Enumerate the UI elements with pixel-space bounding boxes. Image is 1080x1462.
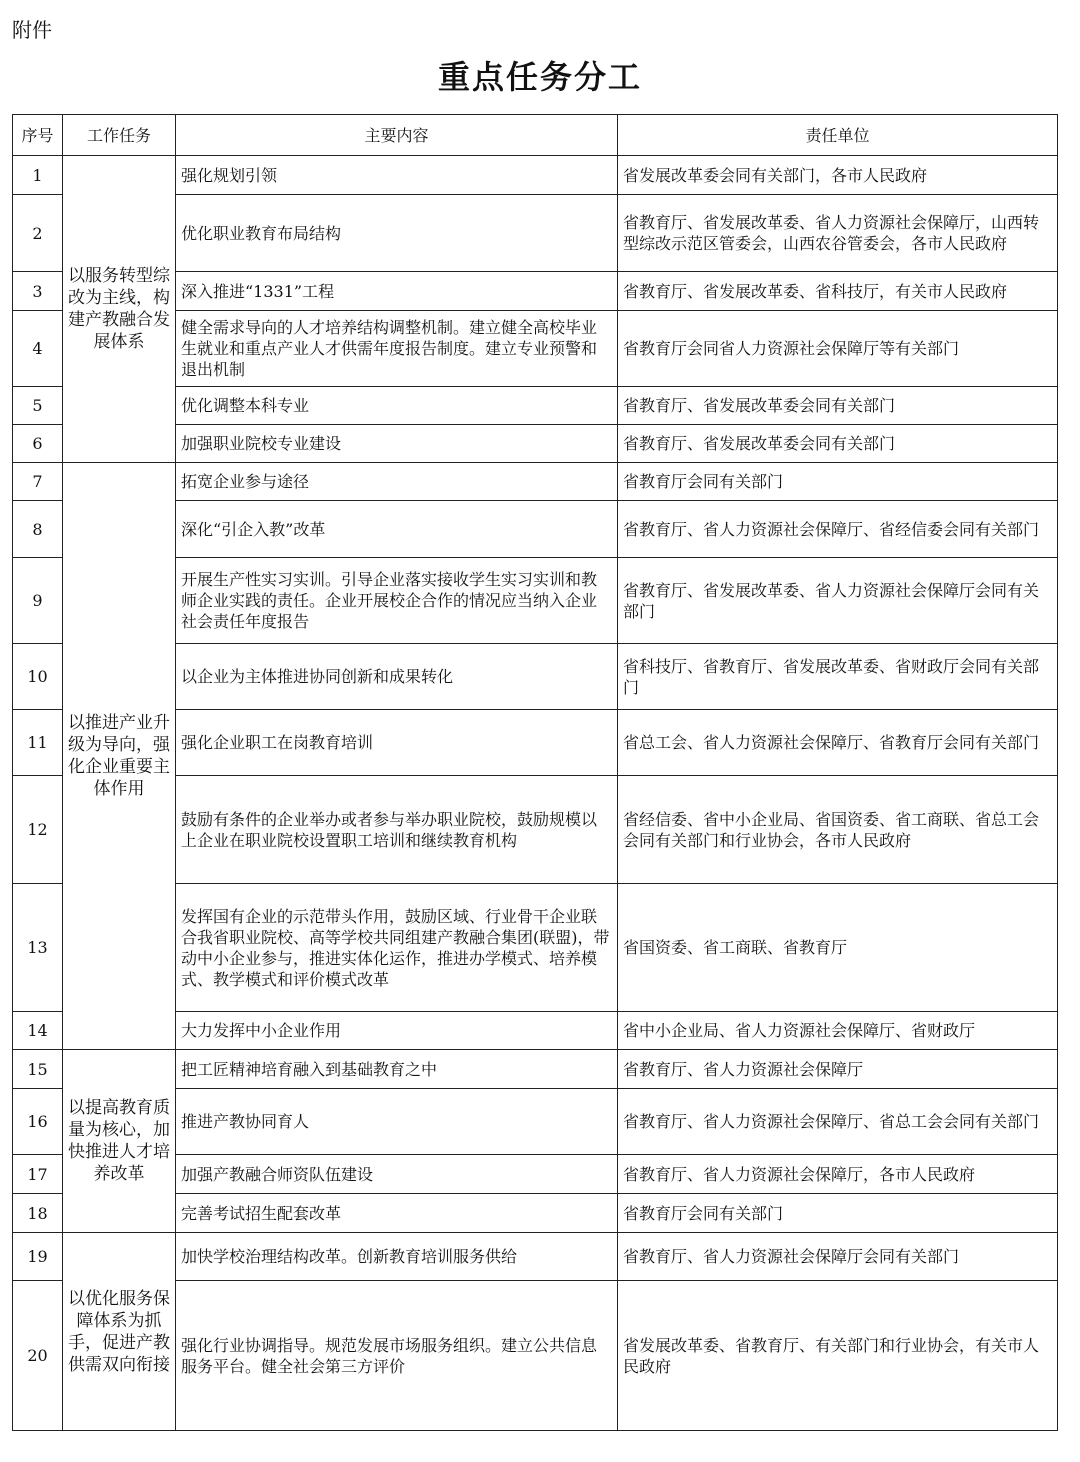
row-unit: 省发展改革委会同有关部门，各市人民政府 [618, 156, 1058, 195]
row-unit: 省教育厅、省发展改革委会同有关部门 [618, 387, 1058, 425]
column-header-content: 主要内容 [176, 115, 618, 156]
row-content: 优化职业教育布局结构 [176, 195, 618, 272]
table-row [13, 1233, 1058, 1281]
row-content: 强化行业协调指导。规范发展市场服务组织。建立公共信息服务平台。健全社会第三方评价 [176, 1281, 618, 1431]
row-unit: 省教育厅、省人力资源社会保障厅 [618, 1050, 1058, 1089]
row-number: 11 [13, 710, 63, 776]
row-number: 17 [13, 1155, 63, 1194]
row-number: 4 [13, 311, 63, 387]
row-content: 强化规划引领 [176, 156, 618, 195]
table-row [13, 156, 1058, 195]
column-header-unit: 责任单位 [618, 115, 1058, 156]
row-number: 20 [13, 1281, 63, 1431]
row-unit: 省教育厅、省发展改革委、省人力资源社会保障厅，山西转型综改示范区管委会，山西农谷管委会，各市人民政府 [618, 195, 1058, 272]
row-number: 12 [13, 776, 63, 884]
row-unit: 省中小企业局、省人力资源社会保障厅、省财政厅 [618, 1012, 1058, 1050]
row-number: 15 [13, 1050, 63, 1089]
row-unit: 省教育厅、省发展改革委、省人力资源社会保障厅会同有关部门 [618, 558, 1058, 644]
column-header-number: 序号 [13, 115, 63, 156]
row-unit: 省国资委、省工商联、省教育厅 [618, 884, 1058, 1012]
row-unit: 省教育厅、省人力资源社会保障厅、省经信委会同有关部门 [618, 501, 1058, 558]
table-header-row [13, 115, 1058, 156]
row-content: 把工匠精神培育融入到基础教育之中 [176, 1050, 618, 1089]
task-table [12, 114, 1058, 1431]
row-number: 7 [13, 463, 63, 501]
row-number: 10 [13, 644, 63, 710]
row-number: 5 [13, 387, 63, 425]
row-number: 8 [13, 501, 63, 558]
row-number: 6 [13, 425, 63, 463]
row-content: 优化调整本科专业 [176, 387, 618, 425]
row-content: 加强职业院校专业建设 [176, 425, 618, 463]
row-content: 健全需求导向的人才培养结构调整机制。建立健全高校毕业生就业和重点产业人才供需年度报告制度。建立专业预警和退出机制 [176, 311, 618, 387]
row-number: 9 [13, 558, 63, 644]
row-unit: 省教育厅、省人力资源社会保障厅，各市人民政府 [618, 1155, 1058, 1194]
row-content: 加强产教融合师资队伍建设 [176, 1155, 618, 1194]
row-number: 16 [13, 1089, 63, 1155]
row-unit: 省教育厅会同有关部门 [618, 1194, 1058, 1233]
row-content: 拓宽企业参与途径 [176, 463, 618, 501]
task-category: 以提高教育质量为核心，加快推进人才培养改革 [63, 1050, 176, 1233]
row-unit: 省教育厅、省人力资源社会保障厅、省总工会会同有关部门 [618, 1089, 1058, 1155]
row-content: 强化企业职工在岗教育培训 [176, 710, 618, 776]
row-unit: 省教育厅、省发展改革委会同有关部门 [618, 425, 1058, 463]
row-content: 加快学校治理结构改革。创新教育培训服务供给 [176, 1233, 618, 1281]
row-content: 大力发挥中小企业作用 [176, 1012, 618, 1050]
row-content: 推进产教协同育人 [176, 1089, 618, 1155]
row-content: 鼓励有条件的企业举办或者参与举办职业院校，鼓励规模以上企业在职业院校设置职工培训和继续教育机构 [176, 776, 618, 884]
row-unit: 省教育厅会同省人力资源社会保障厅等有关部门 [618, 311, 1058, 387]
row-number: 3 [13, 272, 63, 311]
row-content: 以企业为主体推进协同创新和成果转化 [176, 644, 618, 710]
row-unit: 省教育厅、省人力资源社会保障厅会同有关部门 [618, 1233, 1058, 1281]
attachment-label: 附件 [12, 18, 52, 42]
row-unit: 省教育厅会同有关部门 [618, 463, 1058, 501]
row-number: 2 [13, 195, 63, 272]
page-title: 重点任务分工 [437, 58, 642, 96]
task-category: 以服务转型综改为主线，构建产教融合发展体系 [63, 156, 176, 463]
row-number: 13 [13, 884, 63, 1012]
row-unit: 省科技厅、省教育厅、省发展改革委、省财政厅会同有关部门 [618, 644, 1058, 710]
row-unit: 省经信委、省中小企业局、省国资委、省工商联、省总工会会同有关部门和行业协会，各市人民政府 [618, 776, 1058, 884]
row-content: 发挥国有企业的示范带头作用，鼓励区域、行业骨干企业联合我省职业院校、高等学校共同组建产教融合集团(联盟)，带动中小企业参与，推进实体化运作，推进办学模式、培养模式、教学模式和评价模式改革 [176, 884, 618, 1012]
task-category: 以优化服务保障体系为抓手，促进产教供需双向衔接 [63, 1233, 176, 1431]
row-content: 开展生产性实习实训。引导企业落实接收学生实习实训和教师企业实践的责任。企业开展校企合作的情况应当纳入企业社会责任年度报告 [176, 558, 618, 644]
row-content: 深入推进“1331”工程 [176, 272, 618, 311]
task-category: 以推进产业升级为导向，强化企业重要主体作用 [63, 463, 176, 1050]
table-row [13, 1050, 1058, 1089]
row-number: 18 [13, 1194, 63, 1233]
row-number: 1 [13, 156, 63, 195]
row-number: 14 [13, 1012, 63, 1050]
row-unit: 省总工会、省人力资源社会保障厅、省教育厅会同有关部门 [618, 710, 1058, 776]
row-content: 完善考试招生配套改革 [176, 1194, 618, 1233]
row-content: 深化“引企入教”改革 [176, 501, 618, 558]
row-unit: 省发展改革委、省教育厅、有关部门和行业协会，有关市人民政府 [618, 1281, 1058, 1431]
row-number: 19 [13, 1233, 63, 1281]
row-unit: 省教育厅、省发展改革委、省科技厅，有关市人民政府 [618, 272, 1058, 311]
table-row [13, 463, 1058, 501]
column-header-task: 工作任务 [63, 115, 176, 156]
